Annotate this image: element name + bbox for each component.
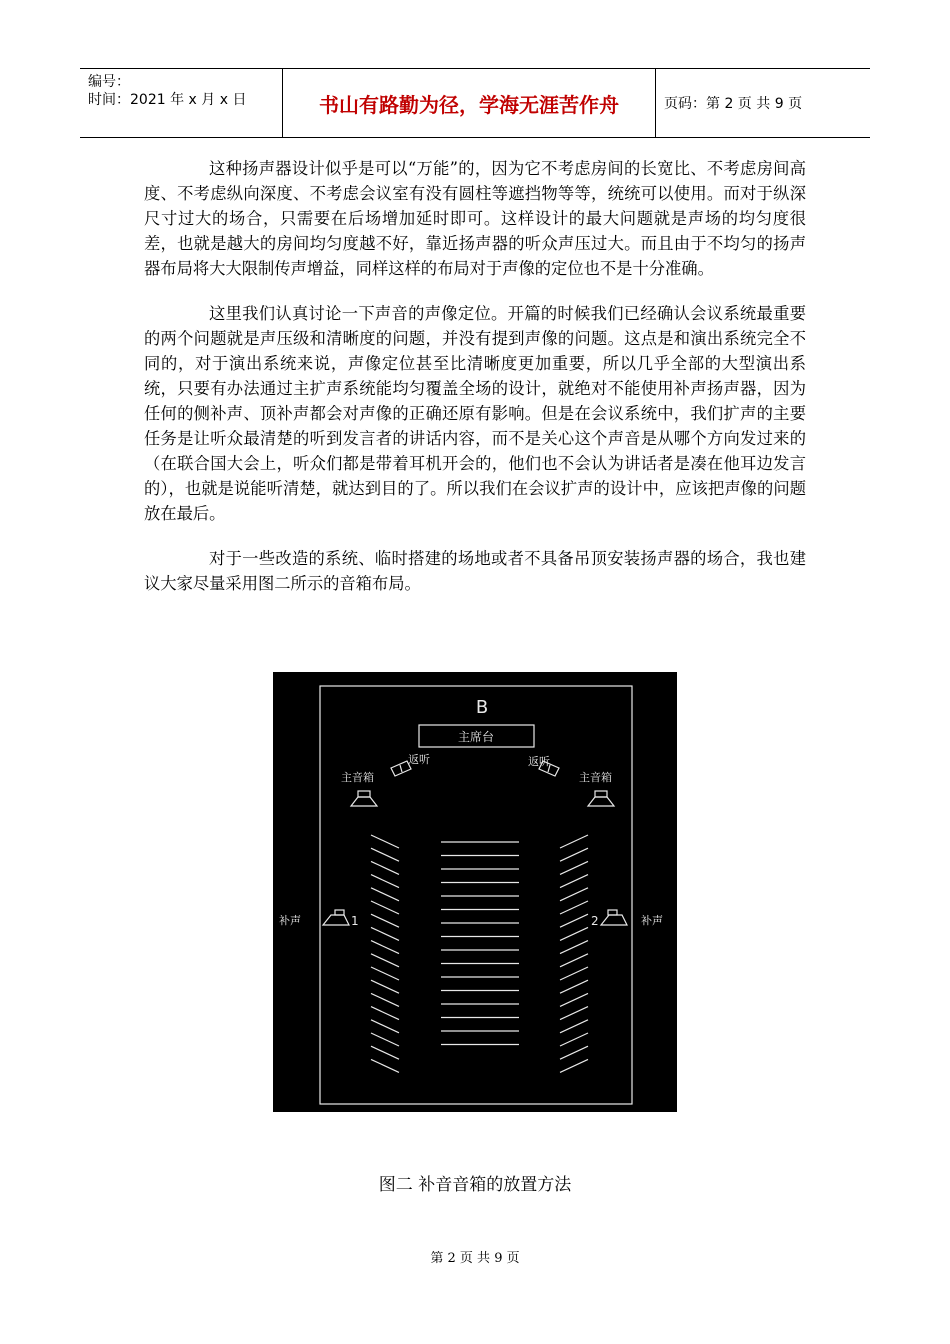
seat-row [371, 1059, 399, 1072]
header-page-info: 页码：第 2 页 共 9 页 [664, 96, 803, 112]
seat-row [560, 901, 588, 914]
seat-row [560, 980, 588, 993]
monitor-left-label: 返听 [408, 753, 430, 766]
seat-row [560, 914, 588, 927]
seat-row [560, 1007, 588, 1020]
seat-row [371, 848, 399, 861]
seat-row [371, 888, 399, 901]
main-speaker-left-label: 主音箱 [341, 771, 374, 784]
seat-row [371, 835, 399, 848]
seat-row [371, 967, 399, 980]
seating-right [560, 835, 588, 1072]
seat-row [560, 927, 588, 940]
paragraph: 这里我们认真讨论一下声音的声像定位。开篇的时候我们已经确认会议系统最重要的两个问题就是声压级和清晰度的问题，并没有提到声像的问题。这点是和演出系统完全不同的，对于演出系统来说，声像定位甚至比清晰度更加重要，所以几乎全部的大型演出系统，只要有办法通过主扩声系统能均匀覆盖全场的设计，就绝对不能使用补声扬声器，因为任何的侧补声、顶补声都会对声像的正确还原有影响。但是在会议系统中，我们扩声的主要任务是让听众最清楚的听到发言者的讲话内容，而不是关心这个声音是从哪个方向发过来的（在联合国大会上，听众们都是带着耳机开会的，他们也不会认为讲话者是凑在他耳边发言的），也就是说能听清楚，就达到目的了。所以我们在会议扩声的设计中，应该把声像的问题放在最后。 [144, 304, 806, 523]
seat-row [371, 927, 399, 940]
seat-row [371, 980, 399, 993]
fill-speaker-left-number: 1 [351, 914, 359, 928]
seat-row [560, 875, 588, 888]
header-motto: 书山有路勤为径，学海无涯苦作舟 [319, 92, 619, 117]
monitor-right-label: 返听 [528, 755, 550, 768]
seating-left [371, 835, 399, 1072]
header-meta [80, 69, 282, 137]
seat-row [560, 993, 588, 1006]
seat-row [560, 861, 588, 874]
seating-center [441, 842, 519, 1045]
monitor-right-icon [539, 761, 559, 776]
speaker-layout-figure [273, 672, 677, 1112]
podium-label: 主席台 [457, 730, 495, 744]
document-number: 编号： [88, 74, 130, 90]
seat-row [371, 954, 399, 967]
fill-speaker-right-number: 2 [591, 914, 599, 928]
seat-row [371, 861, 399, 874]
seat-row [371, 1020, 399, 1033]
fill-speaker-right-icon [601, 910, 627, 925]
seat-row [371, 914, 399, 927]
seat-row [371, 901, 399, 914]
seat-row [560, 1020, 588, 1033]
main-speaker-left-icon [351, 791, 377, 806]
seat-row [371, 941, 399, 954]
fill-speaker-left-icon [323, 910, 349, 925]
main-speaker-right-label: 主音箱 [579, 771, 612, 784]
seat-row [560, 941, 588, 954]
document-body [144, 156, 806, 616]
seat-row [560, 1033, 588, 1046]
seat-row [560, 835, 588, 848]
fill-speaker-left-label: 补声 [279, 914, 301, 927]
seat-row [371, 1046, 399, 1059]
seat-row [371, 1007, 399, 1020]
seat-row [371, 993, 399, 1006]
seat-row [560, 1059, 588, 1072]
main-speaker-right-icon [588, 791, 614, 806]
paragraph: 这种扬声器设计似乎是可以“万能”的，因为它不考虑房间的长宽比、不考虑房间高度、不考虑纵向深度、不考虑会议室有没有圆柱等遮挡物等等，统统可以使用。而对于纵深尺寸过大的场合，只需要在后场增加延时即可。这样设计的最大问题就是声场的均匀度很差，也就是越大的房间均匀度越不好，靠近扬声器的听众声压过大。而且由于不均匀的扬声器布局将大大限制传声增益，同样这样的布局对于声像的定位也不是十分准确。 [144, 159, 806, 278]
fill-speaker-right-label: 补声 [641, 914, 663, 927]
room-label-b: B [475, 697, 489, 718]
document-date: 时间：2021 年 x 月 x 日 [88, 92, 247, 108]
seat-row [560, 888, 588, 901]
figure-caption: 图二 补音音箱的放置方法 [378, 1175, 572, 1195]
paragraph: 对于一些改造的系统、临时搭建的场地或者不具备吊顶安装扬声器的场合，我也建议大家尽量采用图二所示的音箱布局。 [144, 549, 806, 593]
page-footer: 第 2 页 共 9 页 [430, 1251, 520, 1266]
seat-row [371, 875, 399, 888]
seat-row [560, 1046, 588, 1059]
seat-row [560, 954, 588, 967]
page-header [80, 68, 870, 138]
seat-row [371, 1033, 399, 1046]
seat-row [560, 967, 588, 980]
seat-row [560, 848, 588, 861]
room-outline [320, 686, 632, 1104]
monitor-left-icon [391, 761, 411, 776]
